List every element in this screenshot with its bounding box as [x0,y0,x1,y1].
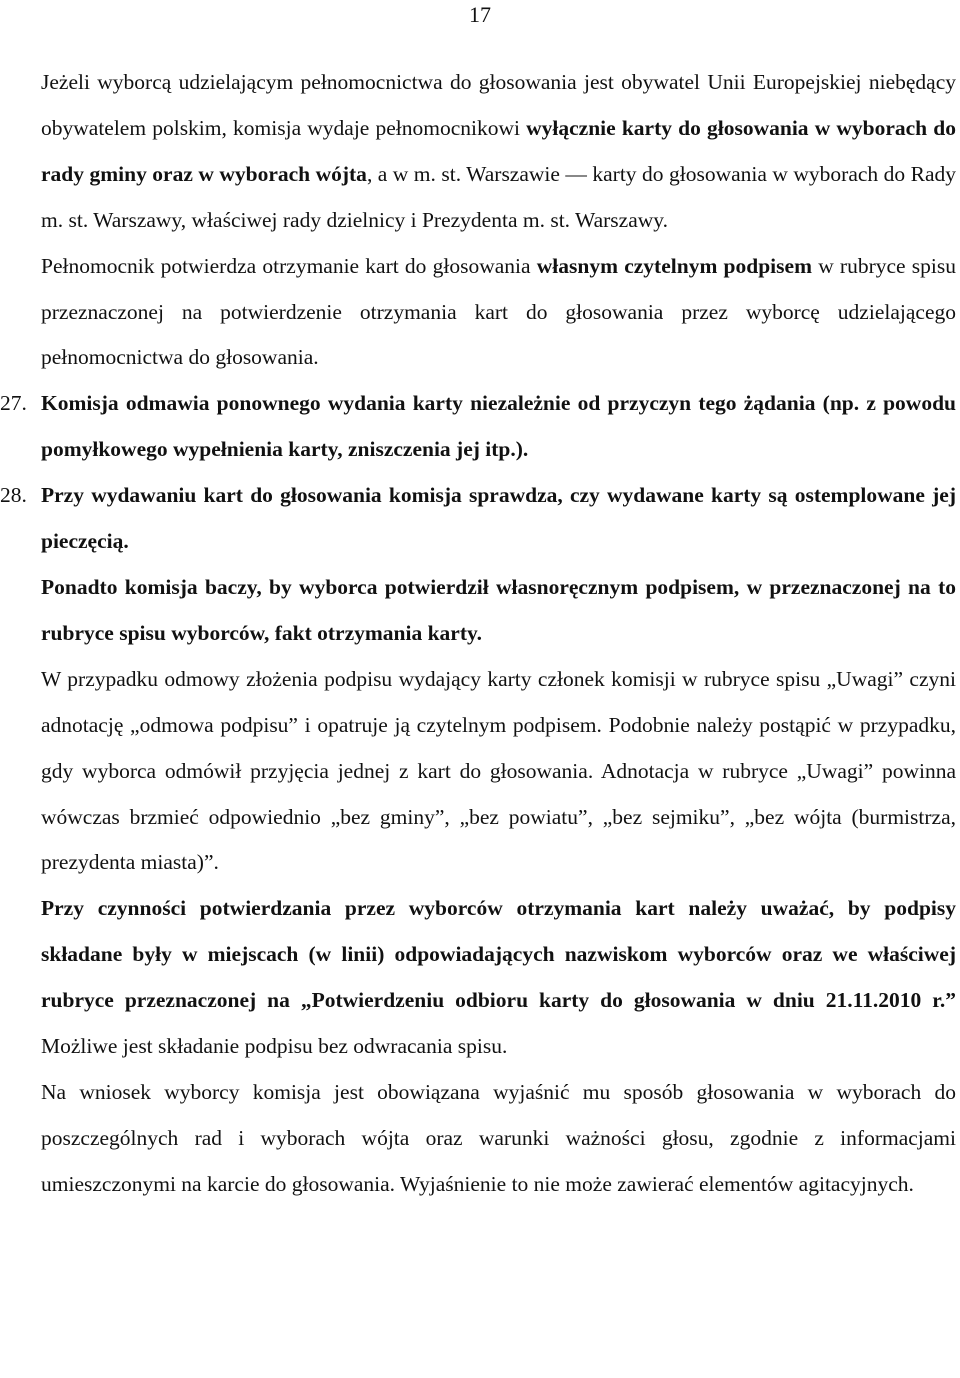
item-text [41,381,956,473]
item-number: 28. [0,483,27,508]
paragraph-voting-explanation [41,1070,956,1208]
bold-segment: Komisja odmawia ponownego wydania karty niezależnie od przyczyn tego żądania (np. z powodu pomyłkowego wypełnienia karty, zniszczenia jej itp.). [41,391,956,462]
paragraph-signature-check [41,565,956,657]
numbered-item-27 [0,381,956,473]
item-number: 27. [0,391,27,416]
text-segment: , a w m. st. Warszawie — karty do głosowania w wyborach do Rady m. st. Warszawy, właściwej rady dzielnicy i Prezydenta m. st. Warszawy. [41,161,956,232]
paragraph-signature-placement [41,886,956,1070]
text-segment: Pełnomocnik potwierdza otrzymanie kart do głosowania [41,253,537,278]
page-number: 17 [469,2,491,27]
bold-segment: własnym czytelnym podpisem [536,253,812,278]
text-segment: Możliwe jest składanie podpisu bez odwracania spisu. [41,1034,508,1059]
text-segment: w rubryce spisu przeznaczonej na potwierdzenie otrzymania kart do głosowania przez wyborcę udzielającego pełnomocnictwa do głosowania. [41,253,956,370]
bold-segment: Przy czynności potwierdzania przez wyborców otrzymania kart należy uważać, by podpisy składane były w miejscach (w linii) odpowiadających nazwiskom wyborców oraz we właściwej rubryce przeznaczonej na „Potwierdzeniu odbioru karty do głosowania w dniu 21.11.2010 r.” [41,896,956,1013]
paragraph-eu-citizen-proxy [41,60,956,244]
bold-segment: Przy wydawaniu kart do głosowania komisja sprawdza, czy wydawane karty są ostemplowane jej pieczęcią. [41,483,956,554]
text-segment: W przypadku odmowy złożenia podpisu wydający karty członek komisji w rubryce spisu „Uwagi” czyni adnotację „odmowa podpisu” i opatruje ją czytelnym podpisem. Podobnie należy postąpić w przypadku, gdy wyborca odmówił przyjęcia jednej z kart do głosowania. Adnotacja w rubryce „Uwagi” powinna wówczas brzmieć odpowiednio „bez gminy”, „bez powiatu”, „bez sejmiku”, „bez wójta (burmistrza, prezydenta miasta)”. [41,666,956,875]
item-text [41,473,956,565]
bold-segment: Ponadto komisja baczy, by wyborca potwierdził własnoręcznym podpisem, w przeznaczonej na to rubryce spisu wyborców, fakt otrzymania karty. [41,574,956,645]
text-segment: Jeżeli wyborcą udzielającym pełnomocnictwa do głosowania jest obywatel Unii Europejskiej niebędący obywatelem polskim, komisja wydaje pełnomocnikowi [41,70,956,140]
text-segment: Na wniosek wyborcy komisja jest obowiązana wyjaśnić mu sposób głosowania w wyborach do poszczególnych rad i wyborach wójta oraz warunki ważności głosu, zgodnie z informacjami umieszczonymi na karcie do głosowania. Wyjaśnienie to nie może zawierać elementów agitacyjnych. [41,1079,956,1196]
document-body [0,60,956,1208]
paragraph-refusal-annotation [41,657,956,887]
numbered-item-28 [0,473,956,565]
paragraph-proxy-signature [41,244,956,382]
bold-segment: wyłącznie karty do głosowania w wyborach do rady gminy oraz w wyborach wójta [41,115,956,186]
